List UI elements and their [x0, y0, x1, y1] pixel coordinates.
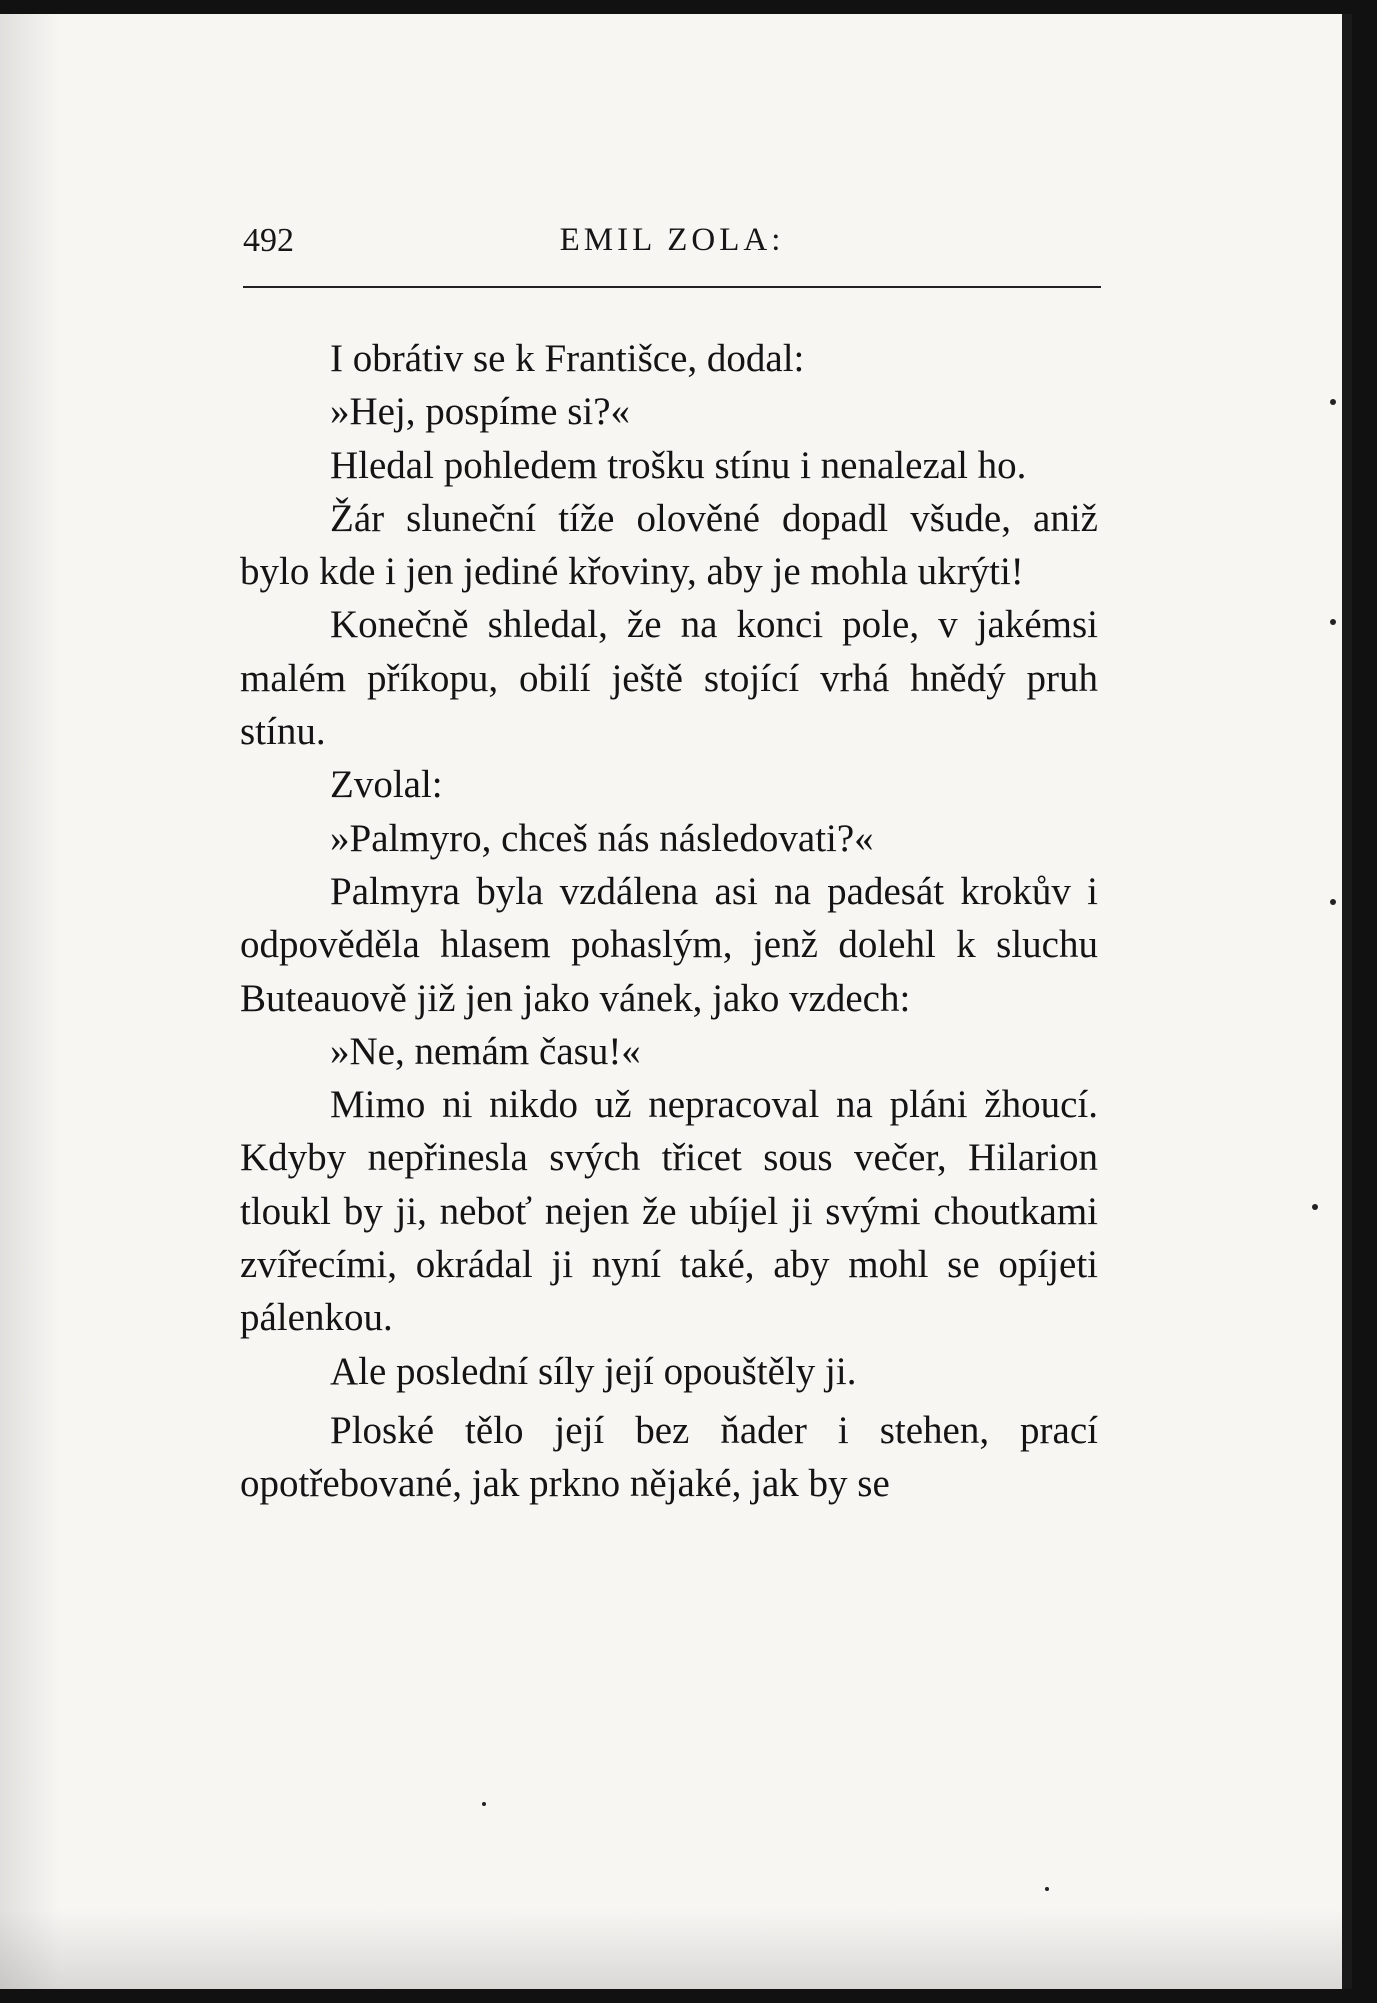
scan-speck: [1330, 399, 1336, 405]
body-text: [240, 332, 1098, 1511]
paragraph: Hledal pohledem trošku stínu i nenalezal ho.: [330, 443, 1027, 487]
book-page: [0, 14, 1352, 1989]
paragraph: Zvolal:: [330, 763, 443, 807]
paragraph: Ploské tělo její bez ňader i stehen, prací opotřebované, jak prkno nějaké, jak by se: [240, 1408, 1098, 1506]
page-edge-shadow: [0, 14, 60, 1989]
scan-speck: [1312, 1204, 1318, 1210]
scan-speck: [482, 1802, 486, 1806]
running-title: EMIL ZOLA:: [559, 222, 785, 258]
paragraph: Mimo ni nikdo už nepracoval na pláni žhoucí. Kdyby nepřinesla svých třicet sous večer, Hilarion tloukl by ji, neboť nejen že ubíjel ji svými choutkami zvířecími, okrádal ji nyní také, aby mohl se opíjeti pálenkou.: [240, 1083, 1098, 1340]
scan-speck: [1045, 1887, 1049, 1891]
paragraph: »Palmyro, chceš nás následovati?«: [330, 816, 874, 860]
page-bottom-shadow: [0, 1909, 1352, 1989]
paragraph: Konečně shledal, že na konci pole, v jakémsi malém příkopu, obilí ještě stojící vrhá hnědý pruh stínu.: [240, 603, 1098, 754]
paragraph: Žár sluneční tíže olověné dopadl všude, aniž bylo kde i jen jediné křoviny, aby je mohla ukrýti!: [240, 496, 1098, 594]
paragraph: Palmyra byla vzdálena asi na padesát krokův i odpověděla hlasem pohaslým, jenž dolehl k sluchu Buteauově již jen jako vánek, jako vzdech:: [240, 869, 1098, 1020]
paragraph: »Hej, pospíme si?«: [330, 390, 631, 434]
page-number: 492: [243, 222, 294, 259]
binding-edge: [1342, 14, 1352, 1989]
paragraph: I obrátiv se k Františce, dodal:: [330, 337, 805, 380]
scan-speck: [1330, 619, 1336, 625]
paragraph: Ale poslední síly její opouštěly ji.: [330, 1349, 857, 1393]
page-header: [243, 222, 1101, 272]
header-rule: [243, 286, 1101, 288]
paragraph: »Ne, nemám času!«: [330, 1029, 641, 1073]
scan-speck: [1330, 899, 1336, 905]
